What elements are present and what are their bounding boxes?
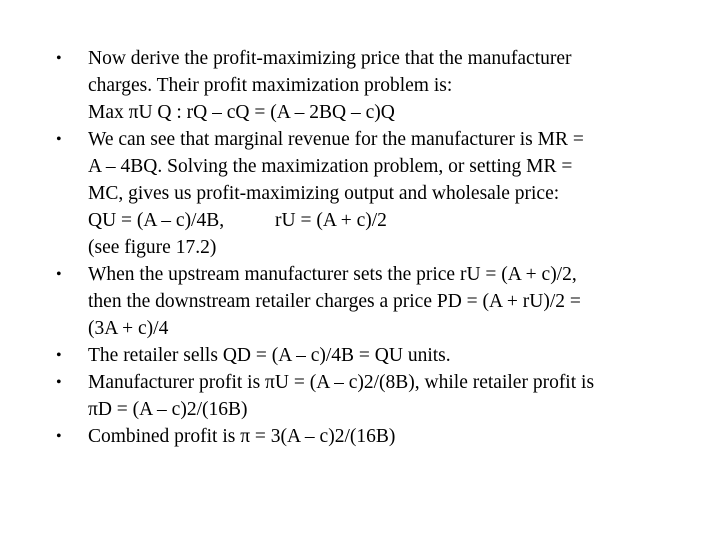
bullet-line: charges. Their profit maximization problem is: (88, 75, 453, 96)
bullet-line: Max πU Q : rQ – cQ = (A – 2BQ – c)Q (88, 102, 395, 123)
bullet-item-retailer-sales (56, 342, 676, 369)
bullet-item-retailer-price (56, 261, 676, 342)
bullet-marker: • (56, 131, 62, 148)
bullet-list (56, 45, 676, 450)
bullet-line: A – 4BQ. Solving the maximization problem, or setting MR = (88, 156, 573, 177)
bullet-marker: • (56, 428, 62, 445)
bullet-marker: • (56, 50, 62, 67)
price-formula: rU = (A + c)/2 (275, 210, 387, 231)
bullet-line: We can see that marginal revenue for the manufacturer is MR = (88, 129, 584, 150)
bullet-line: The retailer sells QD = (A – c)/4B = QU units. (88, 345, 451, 366)
bullet-line: πD = (A – c)2/(16B) (88, 399, 248, 420)
output-formula: QU = (A – c)/4B, (88, 210, 225, 231)
bullet-line: Combined profit is π = 3(A – c)2/(16B) (88, 426, 396, 447)
bullet-line: MC, gives us profit-maximizing output and wholesale price: (88, 183, 560, 204)
bullet-line: Manufacturer profit is πU = (A – c)2/(8B), while retailer profit is (88, 372, 595, 393)
bullet-item-marginal-revenue (56, 126, 676, 261)
bullet-marker: • (56, 266, 62, 283)
bullet-marker: • (56, 347, 62, 364)
bullet-line: When the upstream manufacturer sets the price rU = (A + c)/2, (88, 264, 577, 285)
bullet-item-manufacturer-problem (56, 45, 676, 126)
bullet-item-profits (56, 369, 676, 423)
bullet-line-solution (88, 207, 676, 234)
bullet-line: Now derive the profit-maximizing price that the manufacturer (88, 48, 572, 69)
bullet-item-combined-profit (56, 423, 676, 450)
bullet-line: (see figure 17.2) (88, 237, 217, 258)
bullet-line: (3A + c)/4 (88, 318, 169, 339)
bullet-line: then the downstream retailer charges a price PD = (A + rU)/2 = (88, 291, 581, 312)
bullet-marker: • (56, 374, 62, 391)
